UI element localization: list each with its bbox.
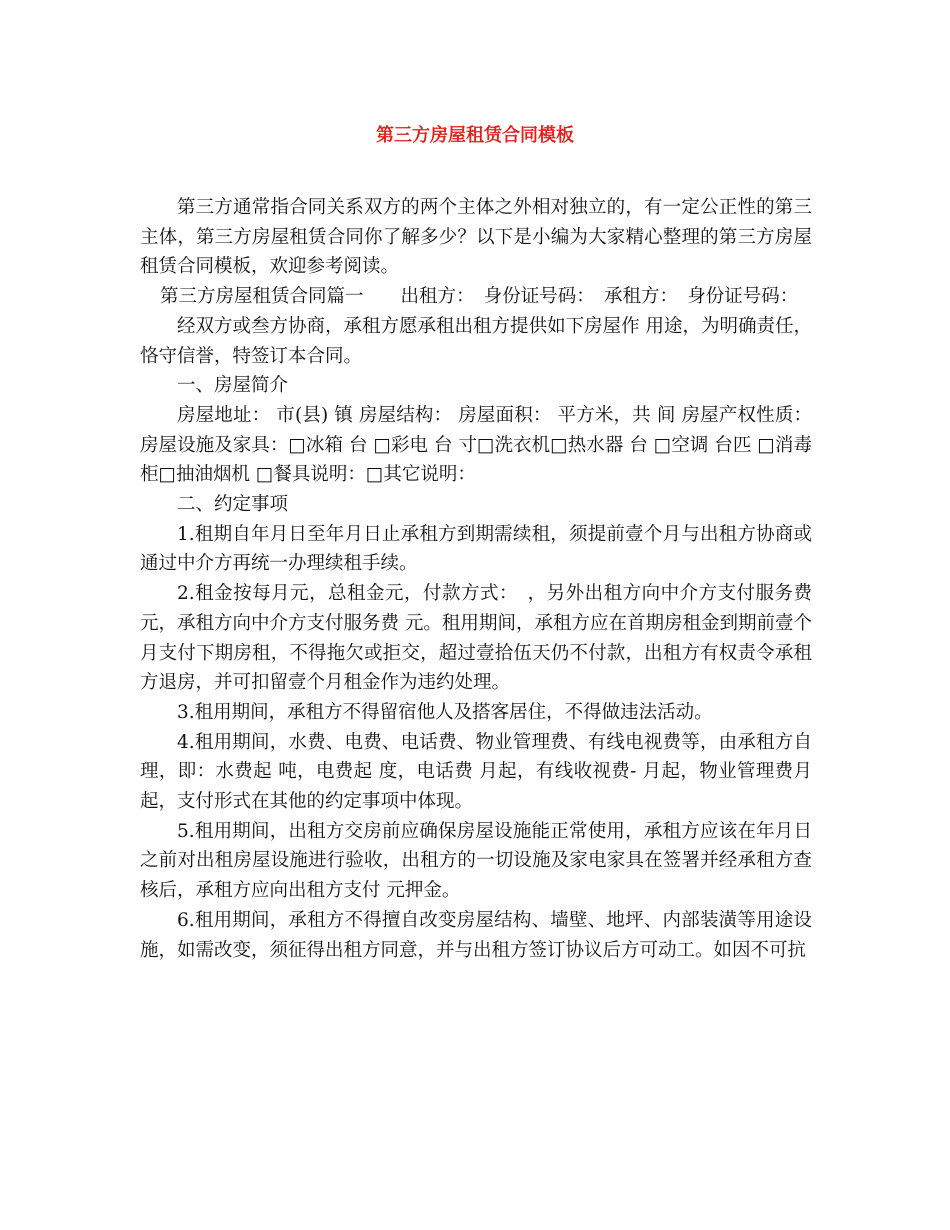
clause-3: 3.租用期间，承租方不得留宿他人及搭客居住，不得做违法活动。 — [177, 701, 713, 723]
paragraph-agreement: 经双方或叁方协商，承租方愿承租出租方提供如下房屋作 用途，为明确责任，恪守信誉，特签订本合同。 — [140, 315, 812, 367]
clause-5: 5.租用期间，出租方交房前应确保房屋设施能正常使用，承租方应该在年月日之前对出租房屋设施进行验收，出租方的一切设施及家电家具在签署并经承租方查核后，承租方应向出租方支付 元押金。 — [140, 820, 812, 902]
clause-6: 6.租用期间，承租方不得擅自改变房屋结构、墙壁、地坪、内部装潢等用途设施，如需改变，须征得出租方同意，并与出租方签订协议后方可动工。如因不可抗 — [140, 909, 812, 961]
paragraph-house-details: 房屋地址： 市(县) 镇 房屋结构： 房屋面积： 平方米，共 间 房屋产权性质：房屋设施及家具：□冰箱 台 □彩电 台 寸□洗衣机□热水器 台 □空调 台匹 □消毒柜□抽油烟机 □餐具说明：□其它说明： — [140, 404, 812, 486]
paragraph-parties: 第三方房屋租赁合同篇一 出租方： 身份证号码： 承租方： 身份证号码： — [160, 286, 799, 308]
document-body — [140, 193, 812, 965]
section-heading-terms: 二、约定事项 — [177, 494, 289, 516]
clause-1: 1.租期自年月日至年月日止承租方到期需续租，须提前壹个月与出租方协商或通过中介方再统一办理续租手续。 — [140, 523, 812, 575]
document-title: 第三方房屋租赁合同模板 — [376, 125, 574, 146]
clause-4: 4.租用期间，水费、电费、电话费、物业管理费、有线电视费等，由承租方自理，即：水费起 吨，电费起 度，电话费 月起，有线收视费- 月起，物业管理费月起，支付形式在其他的约定事项中体现。 — [140, 731, 812, 813]
paragraph-intro: 第三方通常指合同关系双方的两个主体之外相对独立的，有一定公正性的第三主体，第三方房屋租赁合同你了解多少？以下是小编为大家精心整理的第三方房屋租赁合同模板，欢迎参考阅读。 — [140, 197, 812, 278]
section-heading-house: 一、房屋简介 — [177, 375, 289, 397]
clause-2: 2.租金按每月元，总租金元，付款方式： ，另外出租方向中介方支付服务费元，承租方向中介方支付服务费 元。租用期间，承租方应在首期房租金到期前壹个月支付下期房租，不得拖欠或拒交，超过壹拾伍天仍不付款，出租方有权责令承租方退房，并可扣留壹个月租金作为违约处理。 — [140, 583, 812, 694]
